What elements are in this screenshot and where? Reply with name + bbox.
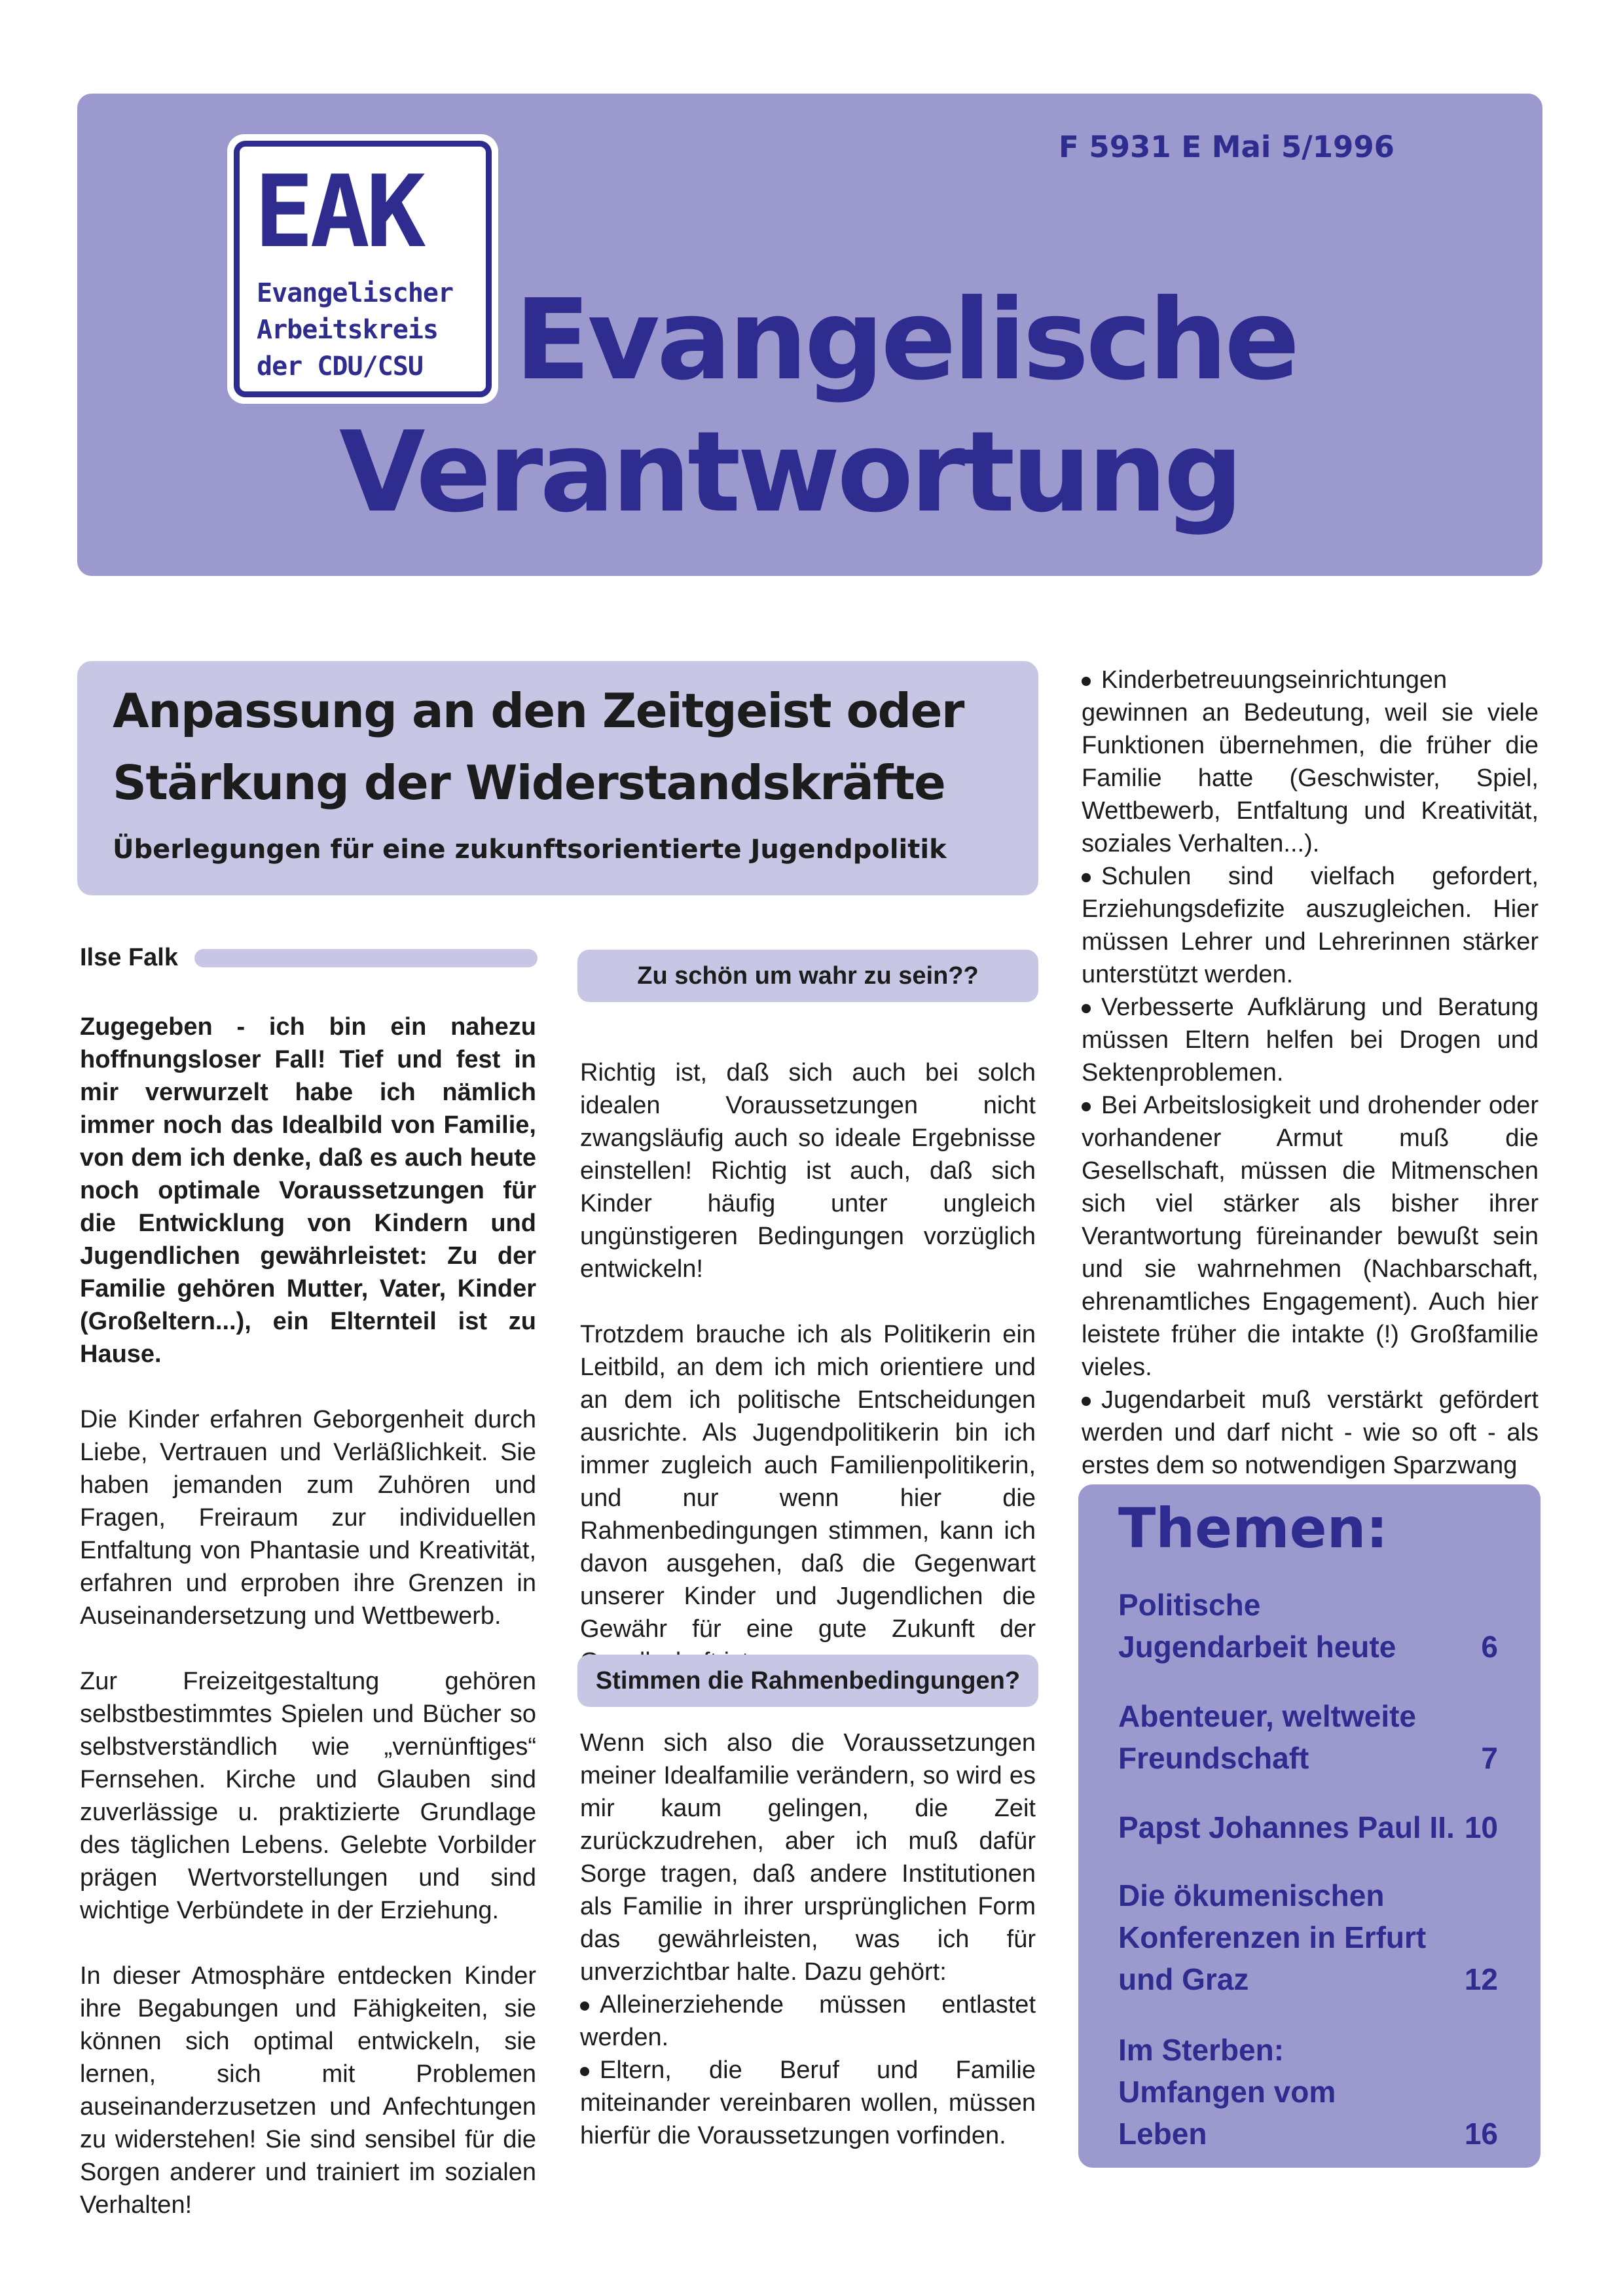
article-headline-line1: Anpassung an den Zeitgeist oder (113, 683, 964, 738)
toc-page-number: 10 (1464, 1810, 1498, 1844)
lead-paragraph: Zugegeben - ich bin ein nahezu hoffnungsloser Fall! Tief und fest in mir verwurzelt habe ich nämlich immer noch das Idealbild von Familie, von dem ich denke, daß es auch heute noch optimale Voraussetzungen für die Entwicklung von Kindern und Jugendlichen gewährleistet: Zu der Familie gehören Mutter, Vater, Kinder (Großeltern...), ein Elternteil ist zu Hause. (80, 1013, 536, 1368)
logo-mark: EAK (254, 154, 422, 270)
logo-subtitle: Evangelischer Arbeitskreis der CDU/CSU (257, 278, 454, 382)
bullet-item: Kinderbetreuungseinrichtungen gewinnen an Bedeutung, weil sie viele Funktionen übernehmen, die früher die Familie hatte (Geschwister, Spiel, Wettbewerb, Entfaltung und Kreativität, soziales Verhalten...). (1082, 666, 1539, 857)
bullet-item: Schulen sind vielfach gefordert, Erziehungsdefizite auszugleichen. Hier müssen Lehrer und Lehrerinnen stärker unterstützt werden. (1082, 863, 1539, 988)
bullet-icon (1082, 1004, 1091, 1013)
toc-page-number: 12 (1464, 1962, 1498, 1996)
bullet-item: Jugendarbeit muß verstärkt gefördert werden und darf nicht - wie so oft - als erstes dem so notwendigen Sparzwang (1082, 1386, 1539, 1479)
bullet-icon (1082, 1397, 1091, 1406)
toc-label: Die ökumenischen Konferenzen in Erfurt und Graz (1118, 1878, 1427, 1996)
toc-page-number: 7 (1481, 1741, 1498, 1775)
toc-label: Papst Johannes Paul II. (1118, 1810, 1455, 1844)
publication-title-line1: Evangelische (515, 276, 1297, 405)
article-column-3 (1082, 664, 1539, 1482)
toc-item (1118, 2029, 1498, 2155)
eak-logo (227, 134, 498, 404)
article-headline-line2: Stärkung der Widerstandskräfte (113, 755, 945, 810)
author-divider (194, 949, 538, 967)
toc-label: Abenteuer, weltweite Freundschaft (1118, 1699, 1417, 1775)
article-column-2b (580, 1727, 1036, 2152)
article-subheadline: Überlegungen für eine zukunftsorientierte Jugendpolitik (113, 834, 947, 865)
toc-page-number: 6 (1481, 1630, 1498, 1664)
bullet-item: Verbesserte Aufklärung und Beratung müssen Eltern helfen bei Drogen und Sektenproblemen. (1082, 994, 1539, 1086)
bullet-item: Alleinerziehende müssen entlastet werden. (580, 1991, 1036, 2051)
publication-title-line2: Verantwortung (339, 408, 1241, 537)
issue-number: F 5931 E Mai 5/1996 (1059, 130, 1395, 164)
body-paragraph: Zur Freizeitgestaltung gehören selbstbestimmtes Spielen und Bücher so selbstverständlich wie „vernünftiges“ Fernsehen. Kirche und Glauben sind zuverlässige u. praktizierte Grundlage des täglichen Lebens. Gelebte Vorbilder prägen Wertvorstellungen und sind wichtige Verbündete in der Erziehung. (80, 1668, 536, 1924)
body-paragraph: Richtig ist, daß sich auch bei solch idealen Voraussetzungen nicht zwangsläufig auch so ideale Ergebnisse einstellen! Richtig ist auch, daß sich Kinder häufig unter ungleich ungünstigeren Bedingungen vorzüglich entwickeln! (580, 1059, 1036, 1283)
bullet-icon (1082, 1102, 1091, 1111)
toc-item (1118, 1695, 1498, 1779)
author-name: Ilse Falk (80, 944, 178, 971)
toc-item (1118, 1874, 1498, 2000)
body-paragraph: Die Kinder erfahren Geborgenheit durch Liebe, Vertrauen und Verläßlichkeit. Sie haben jemanden zum Zuhören und Fragen, Freiraum zur individuellen Entfaltung von Phantasie und Kreativität, erfahren und erproben ihre Grenzen in Auseinandersetzung und Wettbewerb. (80, 1406, 536, 1630)
article-column-2a (580, 1056, 1036, 1711)
section-heading-1: Zu schön um wahr zu sein?? (577, 950, 1038, 1002)
toc-label: Im Sterben: Umfangen vom Leben (1118, 2033, 1336, 2151)
body-paragraph: Trotzdem brauche ich als Politikerin ein Leitbild, an dem ich mich orientiere und an dem ich politische Entscheidungen ausrichte. Als Jugendpolitikerin bin ich immer zugleich auch Familienpolitikerin, und nur wenn hier die Rahmenbedingungen stimmen, kann ich davon ausgehen, daß die Gegenwart unserer Kinder und Jugendlichen die Gewähr für eine gute Zukunft der (580, 1321, 1036, 1643)
toc-item (1118, 1584, 1498, 1668)
bullet-icon (1082, 677, 1091, 686)
toc-item (1118, 1806, 1498, 1848)
body-paragraph: In dieser Atmosphäre entdecken Kinder ihre Begabungen und Fähigkeiten, sie können sich optimal entwickeln, sie lernen, sich mit Problemen auseinanderzusetzen und Anfechtungen zu widerstehen! Sie sind sensibel für die Sorgen anderer und trainiert im sozialen Verhalten! (80, 1962, 536, 2219)
article-column-1 (80, 1011, 536, 2254)
logo-frame (234, 141, 492, 397)
bullet-item: Bei Arbeitslosigkeit und drohender oder vorhandener Armut muß die Gesellschaft, müssen die Mitmenschen sich viel stärker als bisher ihrer Verantwortung füreinander bewußt sein und sie wahrnehmen (Nachbarschaft, ehrenamtliches Engagement). Auch hier leistete früher die intakte (!) Großfamilie vieles. (1082, 1092, 1539, 1381)
bullet-icon (580, 2067, 589, 2076)
themen-title: Themen: (1118, 1496, 1388, 1560)
section-heading-2: Stimmen die Rahmenbedingungen? (577, 1655, 1038, 1707)
body-paragraph: Wenn sich also die Voraussetzungen meiner Idealfamilie verändern, so wird es mir kaum gelingen, die Zeit zurückzudrehen, aber ich muß dafür Sorge tragen, daß andere Institutionen als Familie in ihrer ursprünglichen Form das gewährleisten, was ich für unverzichtbar halte. Dazu gehört: (580, 1729, 1036, 1986)
toc-page-number: 16 (1464, 2117, 1498, 2151)
bullet-item: Eltern, die Beruf und Familie miteinander vereinbaren wollen, müssen hierfür die Voraussetzungen vorfinden. (580, 2056, 1036, 2149)
bullet-icon (580, 2001, 589, 2011)
bullet-icon (1082, 873, 1091, 882)
toc-label: Politische Jugendarbeit heute (1118, 1588, 1396, 1664)
